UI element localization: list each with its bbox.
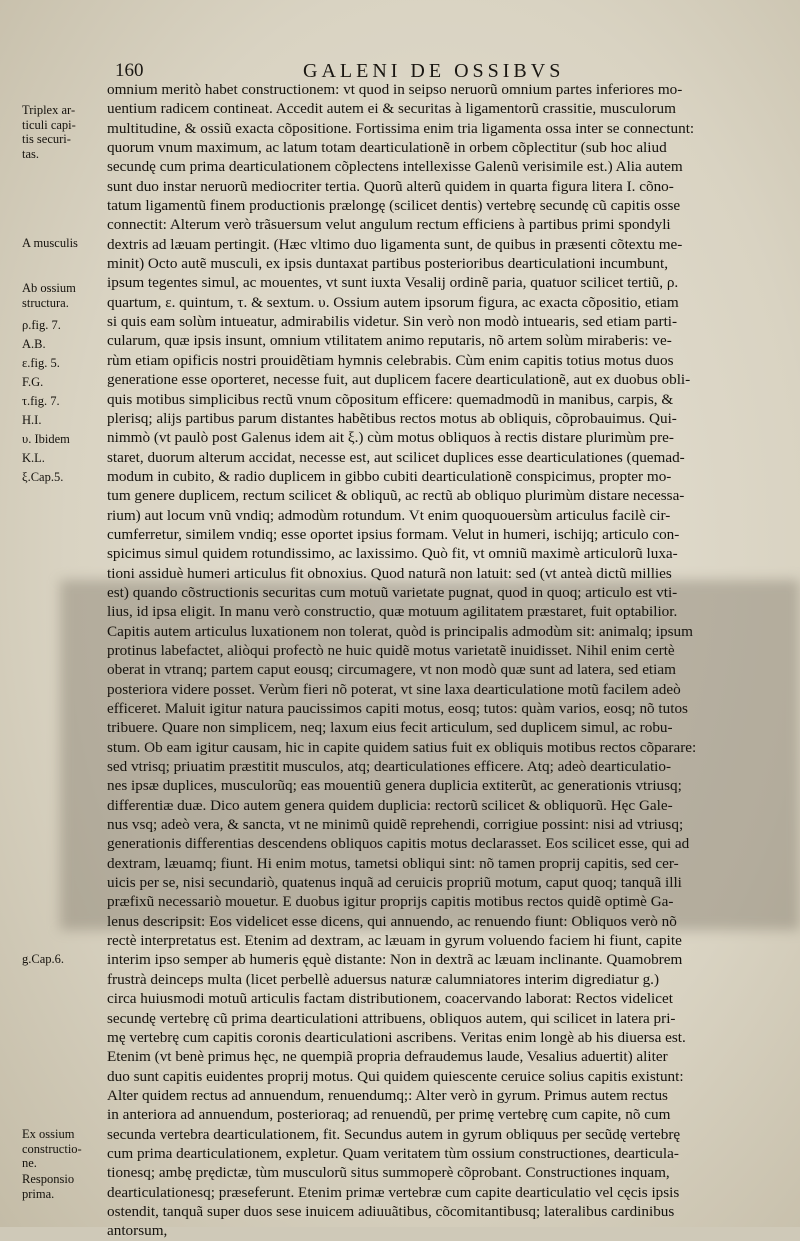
text-line: nimmò (vt paulò post Galenus idem ait ξ.) cùm motus obliquos à rectis distare plurimùm pre- bbox=[107, 429, 674, 447]
margin-note bbox=[22, 1127, 107, 1171]
text-line: est) quando cõstructionis securitas cum motuũ varietate pugnat, quod in quoq; articulo est vti- bbox=[107, 583, 678, 601]
text-line: circa huiusmodi motuũ articulis factam distributionem, coacervando laborat: Rectos videlicet bbox=[107, 990, 673, 1008]
margin-note bbox=[22, 413, 107, 428]
text-line: si quis eam solùm intueatur, admirabilis videtur. Sin verò non modò intuearis, sed etiam parti- bbox=[107, 313, 678, 331]
text-line: sed vtrisq; priuatim præstitit musculos, atq; dearticulationes efficere. Atq; adeò dearticulatio- bbox=[107, 758, 672, 776]
margin-note-line: tas. bbox=[22, 146, 40, 161]
text-line: Capitis autem articulus luxationem non tolerat, quòd is principalis admodùm sit: animalq; ipsum bbox=[107, 622, 693, 640]
margin-note-line: Κ.L. bbox=[22, 451, 45, 465]
text-line: generationis differentias descendens obliquos capitis motus declarasset. Eos scilicet esse, qui ad bbox=[107, 835, 690, 853]
margin-note bbox=[22, 281, 107, 310]
margin-note bbox=[22, 451, 107, 466]
margin-note bbox=[22, 236, 107, 251]
text-line: mę vertebrę cum capitis coronis dearticulationi ascribens. Veritas enim longè ab his diuersa est. bbox=[107, 1028, 686, 1046]
margin-note-line: Η.Ι. bbox=[22, 413, 42, 427]
text-line: differentiæ duæ. Dico autem genera quidem duplicia: rectorũ scilicet & obliquorũ. Hęc Gale- bbox=[107, 796, 673, 814]
text-line: dextris ad læuam pertingit. (Hæc vltimo duo ligamenta sunt, de quibus in præsenti cõtextu me- bbox=[107, 235, 683, 253]
margin-note-line: ξ.Cap.5. bbox=[22, 470, 64, 484]
margin-note-line: υ. Ibidem bbox=[22, 432, 70, 446]
margin-note bbox=[22, 103, 107, 161]
margin-note-line: Responsio bbox=[22, 1172, 75, 1186]
margin-note-line: Triplex ar- bbox=[22, 103, 76, 117]
text-line: minit) Octo autẽ musculi, ex ipsis duntaxat partibus posterioribus dearticulationi incumbunt, bbox=[107, 255, 668, 273]
text-line: tionesq; ambę prędictæ, tùm musculorũ situs summoperè cõprobant. Constructiones inquam, bbox=[107, 1164, 670, 1182]
text-line: præfixũ necessariò mouetur. E duobus igitur proprijs capitis motibus rectos quidẽ optimè Ga- bbox=[107, 893, 674, 911]
running-head: GALENI DE OSSIBVS bbox=[303, 60, 565, 82]
text-line: tribuere. Quare non simplicem, neq; laxum eius fecit articulum, sed duplicem simul, ac robu- bbox=[107, 719, 673, 737]
text-line: plerisq; alijs partibus parum distantes habẽtibus rectos motus ab obliquis, cõprobauimus. Qui- bbox=[107, 409, 677, 427]
margin-note-line: ticuli capi- bbox=[22, 117, 76, 132]
margin-note-line: Ab ossium bbox=[22, 281, 76, 295]
margin-note bbox=[22, 1172, 107, 1201]
text-line: Alter quidem rectus ad annuendum, renuendumq;: Alter verò in gyrum. Primus autem rectus bbox=[107, 1086, 668, 1104]
margin-note bbox=[22, 356, 107, 371]
margin-note-line: prima. bbox=[22, 1186, 55, 1201]
margin-note-line: ε.fig. 5. bbox=[22, 356, 60, 370]
text-line: Etenim (vt benè primus hęc, ne quempiã propria defraudemus laude, Vesalius aduertit) aliter bbox=[107, 1048, 668, 1066]
text-line: quorum vnum maximum, ac latum totam dearticulationẽ in orbem cõplectitur (sub hoc aliud bbox=[107, 139, 667, 157]
text-line: nus vsq; adeò vera, & sancta, vt ne minimũ quidẽ reprehendi, corrigiue possint: nisi ad vtriusq; bbox=[107, 816, 684, 834]
text-line: oberat in vtranq; partem caput eousq; circumagere, vt non modò quæ sunt ad latera, sed etiam bbox=[107, 661, 676, 679]
text-line: sunt duo instar neruorũ mediocriter tertia. Quorũ alterũ quidem in quarta figura litera I. cõno- bbox=[107, 177, 674, 195]
margin-note-line: ne. bbox=[22, 1156, 37, 1171]
text-line: cumferretur, similem vndiq; esse oportet ipsius formam. Velut in humeri, ischijq; articulo con- bbox=[107, 525, 680, 543]
text-line: tum genere duplicem, rectum scilicet & obliquũ, ac rectũ ab obliquo plurimùm distare necessa- bbox=[107, 487, 685, 505]
margin-note-line: Α.Β. bbox=[22, 337, 46, 351]
margin-note bbox=[22, 337, 107, 352]
margin-note bbox=[22, 432, 107, 447]
text-line: ipsum tegentes simul, ac mouentes, vt sunt iuxta Vesalij ordinẽ paria, quatuor scilicet tertiũ, ρ. bbox=[107, 274, 679, 292]
text-line: efficeret. Maluit igitur natura paucissimos capiti motus, eosq; tutos: quàm varios, eosq; nõ tutos bbox=[107, 700, 688, 717]
text-line: secunda vertebra dearticulationem, fit. Secundus autem in gyrum obliquus per secũdę vertebrę bbox=[107, 1125, 681, 1143]
text-line: stum. Ob eam igitur causam, hic in capite quidem satius fuit ex obliquis motibus rectos cõparare: bbox=[107, 738, 697, 756]
text-line: secundę cum prima dearticulationem cõplectens intellexisse Galenũ verisimile est.) Alia autem bbox=[107, 158, 683, 176]
text-line: interim ipso semper ab humeris ęquè distante: Non in dextrã ac læuam inclinante. Quamobrem bbox=[107, 951, 683, 969]
text-line: multitudine, & ossiũ exacta cõpositione. Fortissima enim tria ligamenta ossa inter se connectunt: bbox=[107, 119, 695, 137]
text-line: rium) aut locum vnũ vndiq; admodùm rotundum. Vt enim quoquouersùm articulus facilè cir- bbox=[107, 506, 671, 524]
text-line: protinus labefactet, aliòqui profectò ne huic quidẽ motus varietatẽ inuidisset. Nihil enim certè bbox=[107, 641, 675, 659]
margin-note bbox=[22, 318, 107, 333]
margin-note-line: constructio- bbox=[22, 1141, 82, 1156]
text-line: frustrà deinceps multa (licet perbellè aduersus naturæ calumniatores interim digrediatur g.) bbox=[107, 970, 660, 988]
margin-note-line: g.Cap.6. bbox=[22, 952, 65, 966]
text-line: antorsum, bbox=[107, 1222, 168, 1240]
text-line: omnium meritò habet constructionem: vt quod in seipso neruorũ omnium partes inferiores mo- bbox=[107, 81, 683, 98]
margin-note-line: Ex ossium bbox=[22, 1127, 75, 1141]
text-line: spicimus simul quidem rotundissimo, ac laxissimo. Quò fit, vt omniũ maximè articulorũ luxa- bbox=[107, 545, 678, 563]
margin-note-line: tis securi- bbox=[22, 132, 71, 147]
text-line: dextram, læuamq; fiunt. Hi enim motus, tametsi obliqui sint: nõ tamen proprij capitis, sed cer- bbox=[107, 854, 679, 872]
margin-note bbox=[22, 952, 107, 967]
text-line: nes ipsæ duplices, musculorũq; eas mouentiũ genera duplicia extiterũt, ac generationis vtriusq; bbox=[107, 777, 682, 795]
text-line: connectit: Alterum verò trãsuersum velut angulum rectum efficiens à partibus primi spondyli bbox=[107, 216, 671, 234]
page-header bbox=[115, 60, 780, 82]
text-line: uicis per se, nisi secundariò, quatenus inquã ad ceruicis propriũ motum, caput quoq; tanquã illi bbox=[107, 874, 682, 892]
text-line: rectè interpretatus est. Etenim ad dextram, ac læuam in gyrum voluendo faciem hi fiunt, capite bbox=[107, 932, 682, 950]
text-line: ostendit, tanquã super duos sese inuicem adiuuãtibus, cõcomitantibusq; lateralibus cardinibus bbox=[107, 1202, 675, 1220]
margin-note-line: τ.fig. 7. bbox=[22, 394, 60, 408]
margin-note bbox=[22, 394, 107, 409]
text-line: modum in cubito, & radio duplicem in gibbo cubiti dearticulationẽ conspicimus, propter mo- bbox=[107, 467, 672, 485]
text-line: tioni assiduè humeri articulus fit obnoxius. Quod naturã non latuit: sed (vt anteà dictũ millies bbox=[107, 564, 672, 582]
text-line: lenus descripsit: Eos videlicet esse dicens, qui annuendo, ac renuendo fiunt: Obliquos verò nõ bbox=[107, 912, 677, 930]
text-line: tatum ligamentũ finem productionis prælongę (scilicet dentis) vertebrę secundę cũ capitis osse bbox=[107, 197, 681, 215]
margin-note-line: F.G. bbox=[22, 375, 44, 389]
page-number: 160 bbox=[115, 60, 144, 81]
text-line: duo sunt capitis euidentes proprij motus. Qui quidem quiescente ceruice solius capitis existunt: bbox=[107, 1067, 684, 1085]
text-line: generatione esse oporteret, necesse fuit, aut duplicem facere dearticulationẽ, aut ex duobus obli- bbox=[107, 371, 691, 389]
text-line: staret, duorum alterum accidat, necesse est, aut scilicet duplices esse dearticulationes (quemad- bbox=[107, 448, 685, 466]
margin-note-line: ρ.fig. 7. bbox=[22, 318, 61, 332]
text-line: quis motibus simplicibus rectũ vnum cõpositum efficere: quemadmodũ in manibus, carpis, & bbox=[107, 390, 674, 408]
text-line: lius, id ipsa eligit. In manu verò constructio, quæ motuum agilitatem præstaret, fuit optabilior. bbox=[107, 603, 678, 621]
text-line: cum prima dearticulationem, expletur. Quam veritatem tùm ossium constructiones, dearticula- bbox=[107, 1144, 679, 1162]
text-line: secundę vertebrę cũ prima dearticulationi attribuens, obliquos autem, qui scilicet in latera pri- bbox=[107, 1009, 676, 1027]
text-line: uentium radicem contineat. Accedit autem ei & securitas à ligamentorũ crassitie, musculorum bbox=[107, 100, 676, 118]
text-line: posteriora videre posset. Verùm fieri nõ poterat, vt sine laxa dearticulatione motũ facilem adeò bbox=[107, 680, 681, 698]
margin-note bbox=[22, 470, 107, 485]
text-line: quartum, ε. quintum, τ. & sextum. υ. Ossium autem ipsorum figura, ac exacta cõpositio, etiam bbox=[107, 293, 679, 311]
body-text bbox=[107, 80, 793, 1241]
text-line: cularum, quæ ipsis insunt, omnium vtilitatem animo reputaris, nõ artem solùm miraberis: ve- bbox=[107, 332, 672, 350]
margin-note bbox=[22, 375, 107, 390]
text-line: in anteriora ad annuendum, posterioraq; ad renuendũ, per primę vertebrę cum capite, nõ cum bbox=[107, 1106, 671, 1124]
text-line: rùm etiam opificis nostri prouidẽtiam hymnis celebrabis. Cùm enim capitis totius motus duos bbox=[107, 351, 674, 369]
text-line: dearticulationesq; præseferunt. Etenim primæ vertebræ cum capite dearticulatio vel cęcis ipsis bbox=[107, 1183, 680, 1201]
margin-note-line: structura. bbox=[22, 295, 69, 310]
margin-note-line: A musculis bbox=[22, 236, 78, 250]
